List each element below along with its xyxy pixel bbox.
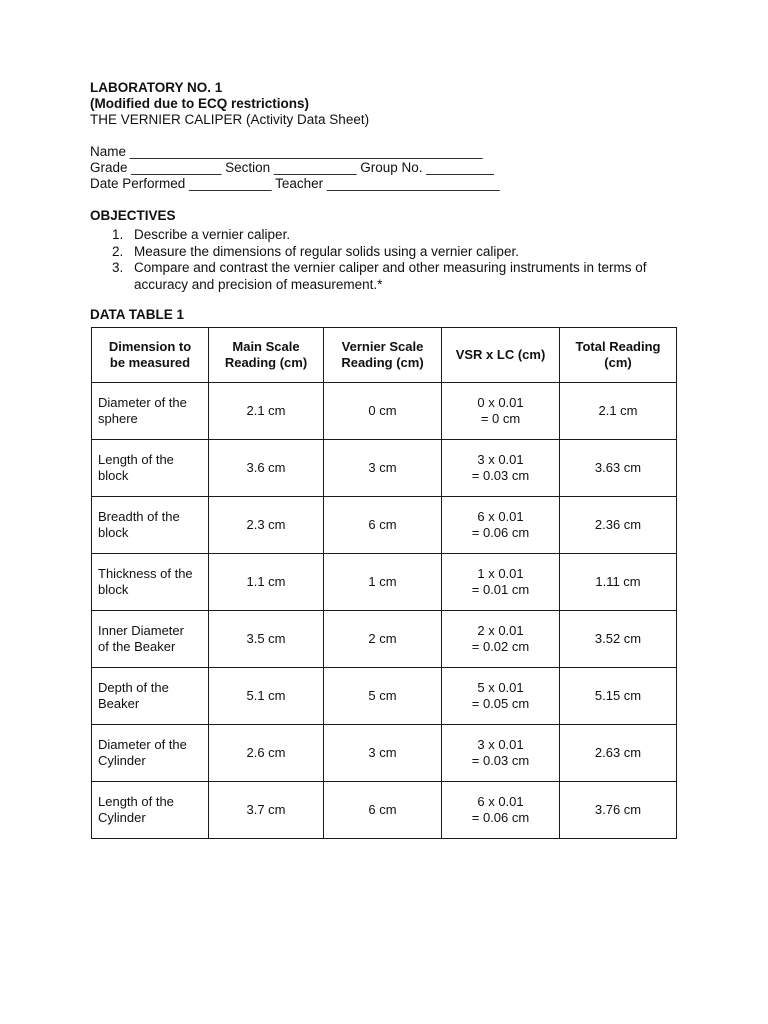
objective-number: 2. [112,243,124,259]
cell-dimension: Diameter of the sphere [92,383,209,440]
cell-main-scale: 2.6 cm [209,725,324,782]
date-teacher-field[interactable]: Date Performed ___________ Teacher _______________________ [90,176,500,191]
cell-dimension: Depth of the Beaker [92,668,209,725]
lab-subtitle: (Modified due to ECQ restrictions) [90,96,310,111]
data-table [91,327,677,839]
objective-item [90,227,690,244]
column-header-dimension: Dimension to be measured [92,328,209,383]
cell-total-reading: 5.15 cm [560,668,677,725]
cell-vsr-lc: 6 x 0.01 = 0.06 cm [442,497,560,554]
cell-vernier-scale: 6 cm [324,497,442,554]
column-header-vernier-scale: Vernier Scale Reading (cm) [324,328,442,383]
cell-vsr-lc: 5 x 0.01 = 0.05 cm [442,668,560,725]
objective-text: Compare and contrast the vernier caliper and other measuring instruments in terms of accuracy and precision of measurement.* [134,260,647,292]
activity-sheet [90,80,690,323]
cell-total-reading: 1.11 cm [560,554,677,611]
cell-vsr-lc: 0 x 0.01 = 0 cm [442,383,560,440]
table-header-row [92,328,677,383]
column-header-vsr-lc: VSR x LC (cm) [442,328,560,383]
cell-total-reading: 2.1 cm [560,383,677,440]
cell-total-reading: 2.63 cm [560,725,677,782]
objective-text: Describe a vernier caliper. [134,227,291,242]
cell-vsr-lc: 1 x 0.01 = 0.01 cm [442,554,560,611]
table-row [92,554,677,611]
cell-main-scale: 3.5 cm [209,611,324,668]
cell-dimension: Thickness of the block [92,554,209,611]
cell-dimension: Length of the Cylinder [92,782,209,839]
objective-number: 3. [112,260,124,275]
objective-item [90,260,690,293]
table-row [92,668,677,725]
cell-main-scale: 3.6 cm [209,440,324,497]
objective-text: Measure the dimensions of regular solids using a vernier caliper. [134,243,519,259]
table-row [92,497,677,554]
cell-vernier-scale: 0 cm [324,383,442,440]
objective-item [90,244,690,261]
objectives-heading: OBJECTIVES [90,208,176,223]
cell-dimension: Length of the block [92,440,209,497]
cell-dimension: Breadth of the block [92,497,209,554]
column-header-total-reading: Total Reading (cm) [560,328,677,383]
table-row [92,611,677,668]
cell-total-reading: 3.76 cm [560,782,677,839]
cell-vsr-lc: 3 x 0.01 = 0.03 cm [442,725,560,782]
table-row [92,440,677,497]
cell-main-scale: 2.3 cm [209,497,324,554]
data-table-heading: DATA TABLE 1 [90,307,184,322]
cell-total-reading: 3.63 cm [560,440,677,497]
table-row [92,725,677,782]
cell-vernier-scale: 3 cm [324,725,442,782]
cell-main-scale: 5.1 cm [209,668,324,725]
objective-number: 1. [112,227,124,242]
cell-total-reading: 2.36 cm [560,497,677,554]
cell-vernier-scale: 5 cm [324,668,442,725]
cell-vernier-scale: 6 cm [324,782,442,839]
cell-vsr-lc: 6 x 0.01 = 0.06 cm [442,782,560,839]
cell-dimension: Diameter of the Cylinder [92,725,209,782]
table-row [92,383,677,440]
cell-dimension: Inner Diameter of the Beaker [92,611,209,668]
cell-main-scale: 2.1 cm [209,383,324,440]
objectives-list [90,227,690,293]
cell-vsr-lc: 2 x 0.01 = 0.02 cm [442,611,560,668]
cell-main-scale: 1.1 cm [209,554,324,611]
cell-vernier-scale: 2 cm [324,611,442,668]
cell-vernier-scale: 3 cm [324,440,442,497]
table-row [92,782,677,839]
cell-vsr-lc: 3 x 0.01 = 0.03 cm [442,440,560,497]
lab-title: LABORATORY NO. 1 [90,80,223,95]
cell-main-scale: 3.7 cm [209,782,324,839]
grade-section-group-field[interactable]: Grade ____________ Section ___________ Group No. _________ [90,160,494,175]
column-header-main-scale: Main Scale Reading (cm) [209,328,324,383]
name-field[interactable]: Name _______________________________________________ [90,144,483,159]
cell-vernier-scale: 1 cm [324,554,442,611]
activity-title: THE VERNIER CALIPER (Activity Data Sheet) [90,112,370,127]
cell-total-reading: 3.52 cm [560,611,677,668]
